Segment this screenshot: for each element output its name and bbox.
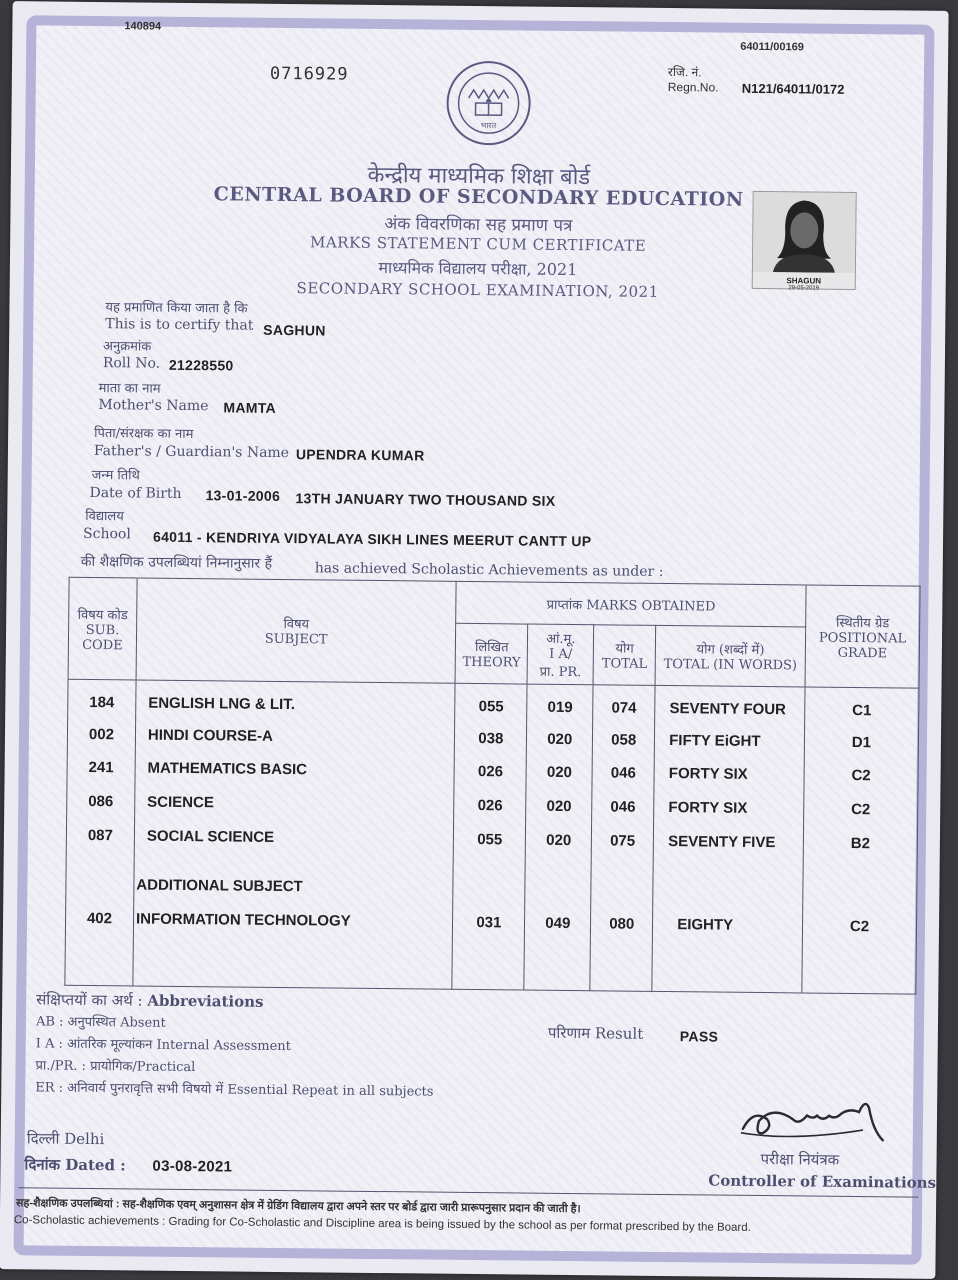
mother-label-hi: माता का नाम	[98, 381, 161, 397]
header-total	[593, 625, 656, 686]
header-grade-en2: GRADE	[837, 645, 888, 661]
header-ia-pr: प्रा. PR.	[539, 664, 582, 681]
header-code-en2: CODE	[82, 637, 123, 653]
header-theory-en: THEORY	[462, 654, 521, 671]
header-ia	[527, 624, 594, 685]
subject-column	[133, 680, 456, 989]
place-hi: दिल्ली	[26, 1129, 60, 1148]
dated-label	[24, 1154, 125, 1175]
subject-grade: D1	[851, 733, 872, 752]
serial-number: 140894	[124, 20, 162, 33]
controller-signature	[733, 1089, 904, 1151]
controller-title-en: Controller of Examinations	[708, 1171, 937, 1192]
footer-en: Co-Scholastic achievements : Grading for Co-Scholastic and Discipline area is being issued by the school as per format prescribed by the Board.	[13, 1214, 751, 1234]
subject-name: MATHEMATICS BASIC	[147, 759, 308, 779]
subject-total: 058	[611, 731, 637, 749]
additional-subject-label: ADDITIONAL SUBJECT	[136, 876, 303, 896]
theory-column	[452, 683, 527, 990]
dated-value: 03-08-2021	[152, 1157, 233, 1176]
abbr-ab: AB : अनुपस्थित Absent	[35, 1014, 166, 1031]
subject-theory: 026	[477, 797, 503, 815]
father-label-hi: पिता/संरक्षक का नाम	[94, 426, 194, 443]
board-title-hi: केन्द्रीय माध्यमिक शिक्षा बोर्ड	[367, 162, 591, 191]
subject-ia: 020	[546, 763, 573, 782]
subject-ia: 019	[547, 698, 573, 717]
result-label-hi: परिणाम	[547, 1023, 591, 1043]
subject-ia: 020	[546, 797, 572, 816]
additional-ia: 049	[545, 914, 571, 933]
header-total-en: TOTAL	[601, 656, 648, 672]
document-number: 0716929	[269, 63, 349, 85]
mother-label-en: Mother's Name	[98, 397, 209, 415]
header-marks-en: MARKS OBTAINED	[586, 597, 716, 615]
regn-number: N121/64011/0172	[741, 80, 845, 97]
mother-name: MAMTA	[223, 399, 277, 416]
top-right-code: 64011/00169	[740, 40, 804, 54]
exam-title-hi: माध्यमिक विद्यालय परीक्षा, 2021	[378, 257, 578, 280]
header-marks-hi: प्राप्तांक	[546, 597, 583, 613]
header-words	[655, 625, 805, 687]
additional-grade: C2	[849, 917, 870, 936]
dated-label-hi: दिनांक	[24, 1155, 61, 1174]
candidate-portrait	[753, 192, 856, 273]
header-theory-hi: लिखित	[474, 640, 509, 656]
cbse-logo	[443, 58, 534, 153]
dob-value: 13-01-2006	[205, 487, 281, 504]
cert-title-en: MARKS STATEMENT CUM CERTIFICATE	[309, 233, 647, 255]
subject-ia: 020	[547, 730, 573, 749]
subject-grade: C2	[851, 800, 871, 819]
subject-total: 046	[610, 764, 636, 782]
regn-label-en: Regn.No.	[667, 79, 719, 95]
header-grade-hi: स्थितीय ग्रेड	[836, 615, 890, 631]
subject-theory: 026	[477, 763, 504, 781]
subject-grade: B2	[850, 834, 871, 853]
result-label	[548, 1023, 644, 1044]
subject-code: 002	[88, 725, 115, 744]
subject-theory: 038	[478, 730, 504, 748]
achieved-label-en: has achieved Scholastic Achievements as under :	[314, 560, 664, 580]
achieved-label-hi: की शैक्षणिक उपलब्धियां निम्नानुसार हैं	[80, 553, 273, 572]
father-name: UPENDRA KUMAR	[295, 446, 425, 464]
header-code-en1: SUB.	[85, 622, 120, 638]
subject-grade: C2	[851, 766, 871, 785]
header-ia-en: I A/	[549, 646, 573, 663]
header-grade-en1: POSITIONAL	[818, 630, 907, 647]
exam-title-en: SECONDARY SCHOOL EXAMINATION, 2021	[296, 279, 659, 301]
subject-total: 046	[610, 798, 636, 816]
header-theory	[455, 623, 528, 684]
header-code	[68, 577, 137, 680]
subject-words: FORTY SIX	[668, 765, 748, 783]
subject-words: FIFTY EiGHT	[669, 732, 761, 751]
words-column	[652, 685, 805, 993]
certify-label-hi: यह प्रमाणित किया जाता है कि	[105, 300, 248, 317]
header-subject	[136, 578, 456, 683]
photo-date: 29-05-2019	[788, 285, 820, 292]
header-total-hi: योग	[615, 641, 634, 657]
header-grade	[805, 585, 920, 688]
header-code-hi: विषय कोड	[77, 607, 128, 623]
grade-column	[802, 687, 919, 994]
father-label-en: Father's / Guardian's Name	[93, 443, 290, 462]
subject-total: 075	[610, 832, 636, 850]
roll-number: 21228550	[168, 356, 234, 374]
subject-theory: 055	[477, 831, 503, 849]
roll-label-en: Roll No.	[102, 355, 161, 372]
abbr-title-hi: संक्षिप्तयों का अर्थ :	[36, 990, 143, 1010]
subject-words: SEVENTY FOUR	[669, 700, 787, 719]
regn-label-hi: रजि. नं.	[667, 65, 702, 80]
additional-words: EIGHTY	[677, 916, 734, 934]
header-words-hi: योग (शब्दों में)	[696, 642, 765, 659]
certificate-sheet	[0, 1, 949, 1279]
dated-label-en: Dated :	[65, 1155, 126, 1175]
place	[27, 1128, 105, 1149]
code-column	[65, 679, 136, 986]
cert-title-hi: अंक विवरणिका सह प्रमाण पत्र	[384, 214, 573, 237]
abbr-ia: I A : आंतरिक मूल्यांकन Internal Assessment	[35, 1036, 291, 1055]
subject-theory: 055	[478, 698, 504, 716]
controller-title-hi: परीक्षा नियंत्रक	[760, 1150, 840, 1169]
dob-words: 13TH JANUARY TWO THOUSAND SIX	[295, 490, 556, 509]
subject-name: ENGLISH LNG & LIT.	[148, 694, 296, 714]
header-subject-hi: विषय	[283, 617, 310, 633]
subject-ia: 020	[546, 831, 572, 850]
school-name: 64011 - KENDRIYA VIDYALAYA SIKH LINES MEERUT CANTT UP	[152, 528, 592, 550]
ia-column	[524, 684, 593, 991]
abbr-pr: प्रा./PR. : प्रायोगिक/Practical	[35, 1058, 196, 1076]
result-label-en: Result	[594, 1024, 644, 1043]
additional-theory: 031	[476, 914, 502, 932]
subject-name: SCIENCE	[147, 793, 214, 812]
board-title-en: CENTRAL BOARD OF SECONDARY EDUCATION	[213, 183, 744, 211]
certify-label-en: This is to certify that	[105, 316, 254, 334]
roll-label-hi: अनुक्रमांक	[102, 339, 152, 355]
dob-label-en: Date of Birth	[89, 484, 182, 502]
abbreviations	[35, 989, 434, 1099]
candidate-name: SAGHUN	[263, 321, 326, 339]
subject-code: 086	[88, 792, 114, 811]
photo-name: SHAGUN	[786, 276, 822, 286]
subject-words: SEVENTY FIVE	[668, 833, 776, 852]
subject-name: SOCIAL SCIENCE	[146, 827, 275, 846]
footer-hi: सह-शैक्षणिक उपलब्धियां : सह-शैक्षणिक एवम् अनुशासन क्षेत्र में ग्रेडिंग विद्यालय द्वारा अपने स्तर पर बोर्ड द्वारा जारी प्रारूपनुसार प्रदान की जाती है।	[16, 1197, 581, 1216]
subject-code: 241	[88, 758, 114, 777]
subject-code: 184	[89, 693, 115, 712]
header-subject-en: SUBJECT	[264, 631, 328, 648]
header-ia-hi: आं.मू.	[546, 631, 576, 648]
abbr-title-en: Abbreviations	[147, 991, 264, 1011]
marks-table	[64, 577, 920, 995]
additional-code: 402	[86, 909, 113, 928]
total-column	[590, 685, 655, 992]
header-marks	[456, 581, 806, 627]
additional-name: INFORMATION TECHNOLOGY	[135, 910, 351, 930]
abbr-er: ER : अनिवार्य पुनरावृत्ति सभी विषयो में Essential Repeat in all subjects	[35, 1080, 434, 1100]
svg-text:भारत: भारत	[480, 121, 497, 131]
subject-words: FORTY SIX	[668, 799, 748, 817]
subject-total: 074	[611, 699, 637, 717]
place-en: Delhi	[64, 1129, 105, 1149]
school-label-hi: विद्यालय	[85, 508, 124, 525]
result-value: PASS	[679, 1028, 719, 1045]
subject-name: HINDI COURSE-A	[147, 726, 274, 745]
school-label-en: School	[83, 525, 131, 543]
header-words-en: TOTAL (IN WORDS)	[663, 656, 798, 674]
subject-code: 087	[87, 826, 114, 845]
subject-grade: C1	[852, 701, 872, 720]
additional-total: 080	[609, 915, 635, 933]
candidate-photo	[752, 191, 857, 290]
dob-label-hi: जन्म तिथि	[91, 467, 140, 484]
